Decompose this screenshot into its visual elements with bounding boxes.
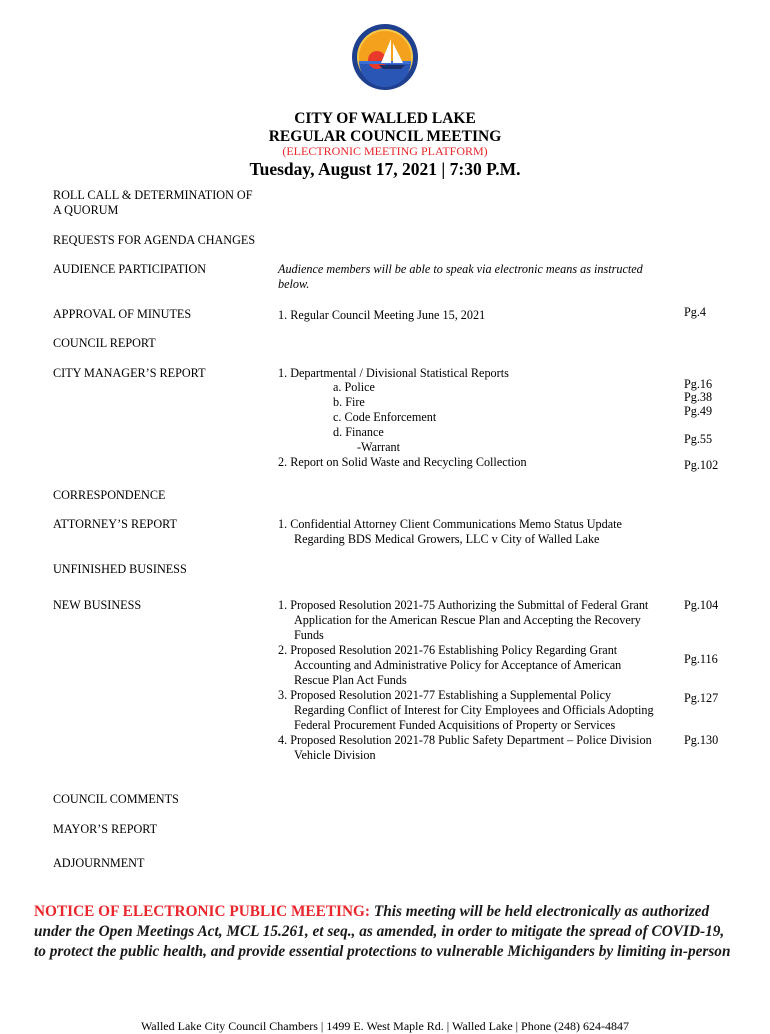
page-ref: Pg.102 [684, 458, 719, 472]
meeting-datetime: Tuesday, August 17, 2021 | 7:30 P.M. [249, 159, 521, 179]
section-roll-call-cont: A QUORUM [53, 203, 119, 217]
notice-text: This meeting will be held electronically as authorized under the Open Meetings Act, MCL 15.261, et seq., as amended, in order to mitigate the spread of COVID-19, to protect the public health, and provide essential protections to vulnerable Michiganders by limiting in-person [34, 903, 731, 960]
section-audience: AUDIENCE PARTICIPATION [53, 262, 207, 276]
nb-item-1-cont: Funds [294, 628, 324, 642]
nb-item-2-cont: Rescue Plan Act Funds [294, 673, 407, 687]
page-ref: Pg.16 [684, 377, 713, 391]
section-council-report: COUNCIL REPORT [53, 336, 156, 350]
section-attorney: ATTORNEY’S REPORT [53, 517, 177, 531]
attorney-item-cont: Regarding BDS Medical Growers, LLC v City of Walled Lake [294, 532, 600, 546]
nb-item-3: 3. Proposed Resolution 2021-77 Establishing a Supplemental Policy [278, 688, 612, 702]
page-ref: Pg.116 [684, 652, 718, 666]
section-correspondence: CORRESPONDENCE [53, 488, 166, 502]
nb-item-1: 1. Proposed Resolution 2021-75 Authorizing the Submittal of Federal Grant [278, 598, 649, 612]
nb-item-3-cont: Regarding Conflict of Interest for City Employees and Officials Adopting [294, 703, 654, 717]
attorney-item: 1. Confidential Attorney Client Communications Memo Status Update [278, 517, 622, 531]
section-city-manager: CITY MANAGER’S REPORT [53, 366, 206, 380]
cm-item-2: 2. Report on Solid Waste and Recycling Collection [278, 455, 527, 469]
minutes-item: 1. Regular Council Meeting June 15, 2021 [278, 308, 486, 322]
section-requests: REQUESTS FOR AGENDA CHANGES [53, 233, 256, 247]
platform-subtitle: (ELECTRONIC MEETING PLATFORM) [282, 144, 488, 158]
notice-label: NOTICE OF ELECTRONIC PUBLIC MEETING: [34, 903, 371, 920]
nb-item-3-cont: Federal Procurement Funded Acquisitions of Property or Services [294, 718, 616, 732]
nb-item-1-cont: Application for the American Rescue Plan and Accepting the Recovery [294, 613, 641, 627]
cm-sub-finance: d. Finance [333, 425, 384, 439]
section-adjournment: ADJOURNMENT [53, 856, 145, 870]
section-roll-call: ROLL CALL & DETERMINATION OF [53, 188, 253, 202]
section-new-business: NEW BUSINESS [53, 598, 142, 612]
notice-paragraph [34, 902, 734, 962]
cm-sub-warrant: -Warrant [357, 440, 401, 454]
cm-sub-code: c. Code Enforcement [333, 410, 437, 424]
audience-desc-cont: below. [278, 277, 310, 291]
nb-item-2: 2. Proposed Resolution 2021-76 Establishing Policy Regarding Grant [278, 643, 618, 657]
city-seal-icon [351, 23, 419, 91]
cm-sub-fire: b. Fire [333, 395, 365, 409]
city-title: CITY OF WALLED LAKE [294, 110, 476, 127]
audience-desc: Audience members will be able to speak via electronic means as instructed [278, 262, 643, 276]
page-ref: Pg.4 [684, 305, 707, 319]
footer-address: Walled Lake City Council Chambers | 1499 E. West Maple Rd. | Walled Lake | Phone (248) 624-4847 [140, 1019, 630, 1033]
nb-item-2-cont: Accounting and Administrative Policy for Acceptance of American [294, 658, 622, 672]
page-ref: Pg.38 [684, 390, 713, 404]
meeting-title: REGULAR COUNCIL MEETING [268, 128, 502, 145]
page-ref: Pg.127 [684, 691, 719, 705]
nb-item-4-cont: Vehicle Division [294, 748, 376, 762]
page-ref: Pg.49 [684, 404, 713, 418]
section-unfinished: UNFINISHED BUSINESS [53, 562, 187, 576]
section-minutes: APPROVAL OF MINUTES [53, 307, 192, 321]
page-ref: Pg.55 [684, 432, 713, 446]
page-ref: Pg.130 [684, 733, 719, 747]
section-mayor: MAYOR’S REPORT [53, 822, 158, 836]
cm-sub-police: a. Police [333, 380, 375, 394]
page-ref: Pg.104 [684, 598, 719, 612]
nb-item-4: 4. Proposed Resolution 2021-78 Public Safety Department – Police Division [278, 733, 652, 747]
section-council-comments: COUNCIL COMMENTS [53, 792, 179, 806]
cm-item-1: 1. Departmental / Divisional Statistical Reports [278, 366, 509, 380]
